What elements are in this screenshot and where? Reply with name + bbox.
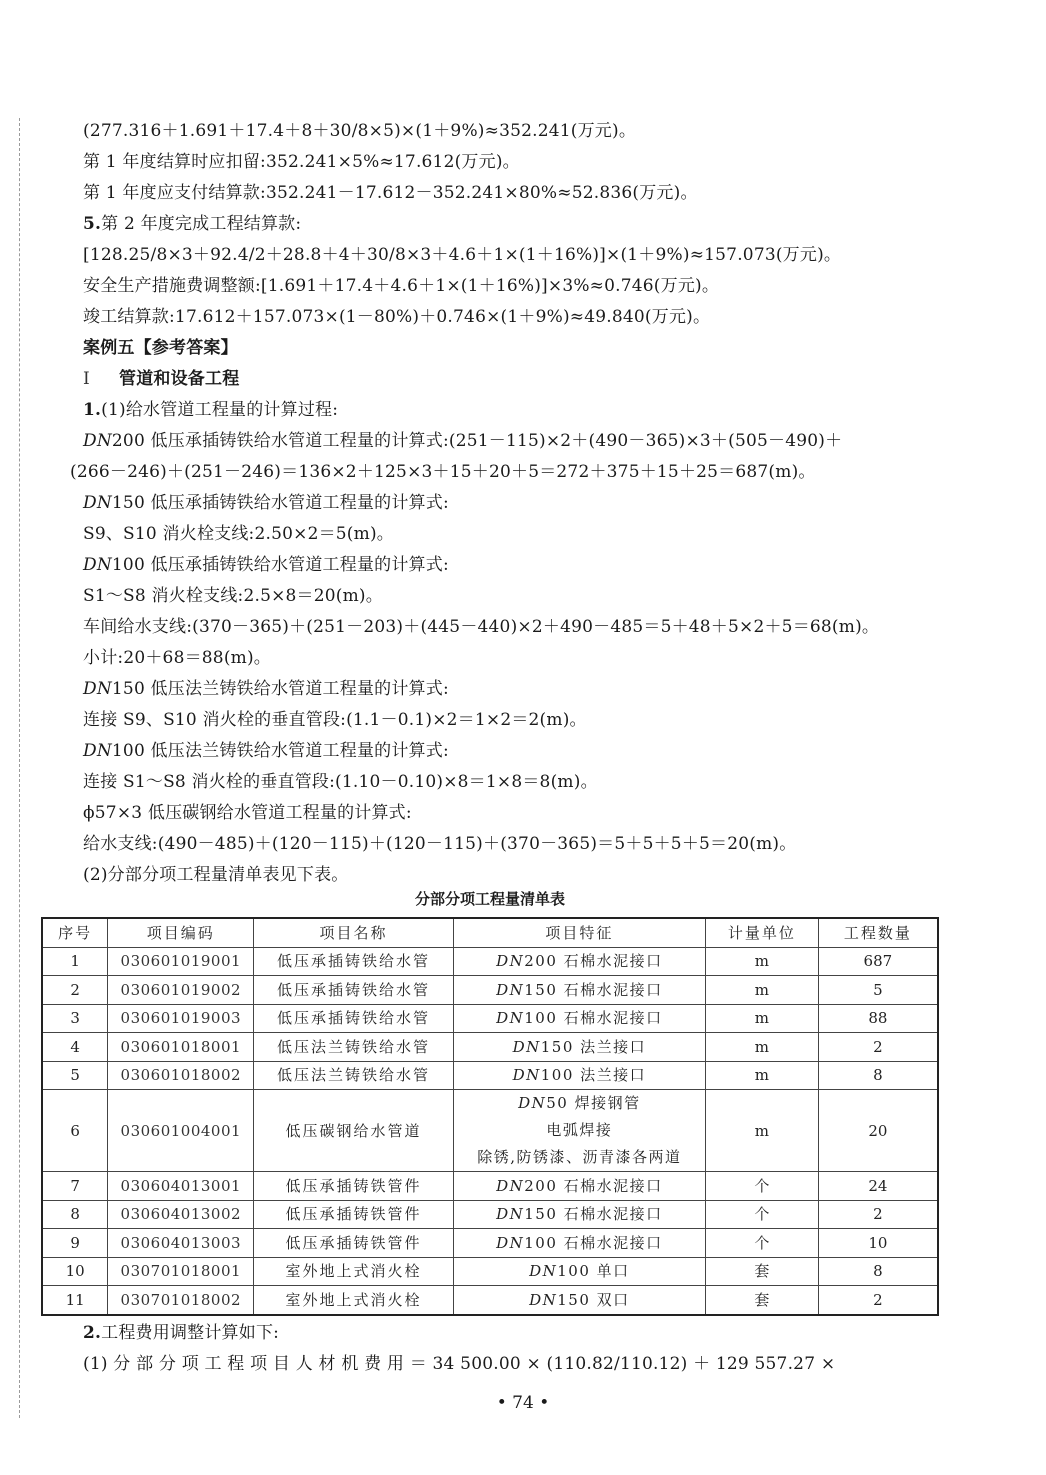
dn-symbol: DN (496, 980, 525, 999)
dn100-cast-calc1: S1～S8 消火栓支线:2.5×8＝20(m)。 (83, 586, 383, 606)
cell-feature (453, 1090, 705, 1172)
cell-no: 11 (42, 1286, 108, 1315)
dn-symbol: DN (529, 1262, 558, 1281)
cell-feature (453, 1286, 705, 1315)
table-row (42, 976, 938, 1005)
cell-feature (453, 947, 705, 976)
cell-name: 室外地上式消火栓 (254, 1257, 453, 1286)
cell-feature (453, 1257, 705, 1286)
feature-text: 100 石棉水泥接口 (524, 1233, 663, 1252)
calc-line-year1-payment: 第 1 年度应支付结算款:352.241－17.612－352.241×80%≈52.836(万元)。 (83, 183, 698, 203)
dn150-cast-title (83, 492, 449, 514)
cell-no: 7 (42, 1172, 108, 1201)
cell-qty: 2 (818, 1200, 938, 1229)
cell-unit: m (706, 947, 819, 976)
cell-no: 5 (42, 1061, 108, 1090)
dn150-cast-title-text: 150 低压承插铸铁给水管道工程量的计算式: (111, 493, 449, 513)
cell-no: 1 (42, 947, 108, 976)
q2-intro-text: 工程费用调整计算如下: (101, 1323, 280, 1343)
table-row (42, 1061, 938, 1090)
feature-text: 100 单口 (557, 1262, 630, 1281)
section-roman-numeral: Ⅰ (83, 369, 90, 389)
cell-name: 低压承插铸铁给水管 (254, 1004, 453, 1033)
dn-symbol: DN (496, 1009, 525, 1028)
dn-symbol: DN (83, 431, 112, 451)
cell-qty: 2 (818, 1286, 938, 1315)
dn150-cast-calc: S9、S10 消火栓支线:2.50×2＝5(m)。 (83, 524, 394, 544)
header-name: 项目名称 (254, 918, 453, 947)
dn150-flange-title-text: 150 低压法兰铸铁给水管道工程量的计算式: (111, 679, 449, 699)
feature-text: 100 法兰接口 (540, 1066, 647, 1085)
item-5-label: 第 2 年度完成工程结算款: (101, 214, 302, 234)
cell-unit: m (706, 1004, 819, 1033)
table-row (42, 1172, 938, 1201)
binding-dashed-line (19, 118, 20, 1418)
cell-name: 低压碳钢给水管道 (254, 1090, 453, 1172)
dn-symbol: DN (83, 679, 112, 699)
feature-text: 150 法兰接口 (540, 1037, 647, 1056)
header-unit: 计量单位 (706, 918, 819, 947)
q2-calc1: (1) 分 部 分 项 工 程 项 目 人 材 机 费 用 ＝ 34 500.00 × (110.82/110.12) ＋ 129 557.27 × (83, 1354, 836, 1374)
cell-name: 低压承插铸铁管件 (254, 1229, 453, 1258)
cell-feature (453, 1033, 705, 1062)
cell-unit: m (706, 1061, 819, 1090)
cell-feature (453, 1004, 705, 1033)
feature-text: 150 石棉水泥接口 (524, 1205, 663, 1224)
table-row (42, 1257, 938, 1286)
dn100-cast-title-text: 100 低压承插铸铁给水管道工程量的计算式: (111, 555, 449, 575)
table-row (42, 947, 938, 976)
cell-qty: 20 (818, 1090, 938, 1172)
cell-code: 030601019003 (108, 1004, 254, 1033)
dn100-cast-calc2: 车间给水支线:(370－365)＋(251－203)＋(445－440)×2＋490－485＝5＋48＋5×2＋5＝68(m)。 (83, 617, 880, 637)
header-no: 序号 (42, 918, 108, 947)
dn-symbol: DN (496, 1205, 525, 1224)
cell-no: 10 (42, 1257, 108, 1286)
dn100-flange-calc: 连接 S1～S8 消火栓的垂直管段:(1.10－0.10)×8＝1×8＝8(m)。 (83, 772, 598, 792)
case-heading: 案例五【参考答案】 (83, 338, 238, 358)
cell-feature (453, 1061, 705, 1090)
cell-code: 030601018002 (108, 1061, 254, 1090)
q2-number: 2. (83, 1323, 102, 1343)
dn-symbol: DN (496, 952, 525, 971)
dn200-calc-line1 (83, 430, 842, 452)
dn-symbol: DN (83, 493, 112, 513)
steel-pipe-title: ϕ57×3 低压碳钢给水管道工程量的计算式: (83, 803, 412, 823)
dn-symbol: DN (529, 1290, 558, 1309)
calc-line-year2: [128.25/8×3＋92.4/2＋28.8＋4＋30/8×3＋4.6＋1×(1＋16%)]×(1＋9%)≈157.073(万元)。 (83, 245, 842, 265)
dn-symbol: DN (496, 1176, 525, 1195)
feature-line-1 (454, 1090, 705, 1117)
cell-unit: 套 (706, 1257, 819, 1286)
dn200-calc-line2: (266－246)＋(251－246)＝136×2＋125×3＋15＋20＋5＝272＋375＋15＋25＝687(m)。 (70, 462, 816, 482)
cell-unit: 套 (706, 1286, 819, 1315)
section-title: 管道和设备工程 (119, 369, 240, 389)
cell-code: 030604013003 (108, 1229, 254, 1258)
cell-code: 030601019002 (108, 976, 254, 1005)
dn-symbol: DN (512, 1066, 541, 1085)
q1-intro (83, 399, 338, 421)
header-feature: 项目特征 (453, 918, 705, 947)
feature-text: 150 双口 (557, 1290, 630, 1309)
section-heading (83, 368, 239, 390)
header-qty: 工程数量 (818, 918, 938, 947)
dn-symbol: DN (83, 741, 112, 761)
cell-no: 9 (42, 1229, 108, 1258)
feature-text: 100 石棉水泥接口 (524, 1009, 663, 1028)
bill-of-quantities-table (41, 917, 939, 1316)
dn100-cast-title (83, 554, 449, 576)
table-header-row (42, 918, 938, 947)
feature-text: 50 焊接钢管 (546, 1094, 641, 1112)
feature-text: 200 石棉水泥接口 (524, 952, 663, 971)
dn-symbol: DN (512, 1037, 541, 1056)
steel-pipe-calc: 给水支线:(490－485)＋(120－115)＋(120－115)＋(370－365)＝5＋5＋5＋5＝20(m)。 (83, 834, 797, 854)
cell-no: 3 (42, 1004, 108, 1033)
calc-line-retention: 第 1 年度结算时应扣留:352.241×5%≈17.612(万元)。 (83, 152, 520, 172)
cell-feature (453, 1200, 705, 1229)
cell-code: 030601018001 (108, 1033, 254, 1062)
cell-code: 030701018001 (108, 1257, 254, 1286)
cell-name: 低压法兰铸铁给水管 (254, 1061, 453, 1090)
dn100-cast-subtotal: 小计:20＋68＝88(m)。 (83, 648, 272, 668)
cell-no: 4 (42, 1033, 108, 1062)
dn200-calc-text: 200 低压承插铸铁给水管道工程量的计算式:(251－115)×2＋(490－365)×3＋(505－490)＋ (111, 431, 843, 451)
dn-symbol: DN (496, 1233, 525, 1252)
cell-feature (453, 1229, 705, 1258)
feature-text: 150 石棉水泥接口 (524, 980, 663, 999)
cell-qty: 88 (818, 1004, 938, 1033)
table-row (42, 1004, 938, 1033)
cell-name: 低压法兰铸铁给水管 (254, 1033, 453, 1062)
cell-qty: 24 (818, 1172, 938, 1201)
feature-text: 200 石棉水泥接口 (524, 1176, 663, 1195)
item-5-heading (83, 213, 301, 235)
header-code: 项目编码 (108, 918, 254, 947)
cell-code: 030604013002 (108, 1200, 254, 1229)
dn-symbol: DN (83, 555, 112, 575)
cell-code: 030701018002 (108, 1286, 254, 1315)
dn150-flange-title (83, 678, 449, 700)
table-row (42, 1090, 938, 1172)
table-row (42, 1286, 938, 1315)
cell-feature (453, 976, 705, 1005)
cell-name: 低压承插铸铁管件 (254, 1200, 453, 1229)
cell-unit: m (706, 1033, 819, 1062)
dn150-flange-calc: 连接 S9、S10 消火栓的垂直管段:(1.1－0.1)×2＝1×2＝2(m)。 (83, 710, 587, 730)
cell-code: 030601019001 (108, 947, 254, 976)
cell-qty: 10 (818, 1229, 938, 1258)
cell-name: 低压承插铸铁给水管 (254, 976, 453, 1005)
table-row (42, 1200, 938, 1229)
cell-unit: 个 (706, 1200, 819, 1229)
cell-qty: 687 (818, 947, 938, 976)
cell-name: 室外地上式消火栓 (254, 1286, 453, 1315)
cell-name: 低压承插铸铁管件 (254, 1172, 453, 1201)
dn100-flange-title (83, 740, 449, 762)
q1-number: 1. (83, 400, 102, 420)
table-title: 分部分项工程量清单表 (414, 890, 565, 908)
page-number: • 74 • (496, 1393, 550, 1413)
cell-unit: 个 (706, 1172, 819, 1201)
q1-part2: (2)分部分项工程量清单表见下表。 (83, 865, 349, 885)
cell-no: 8 (42, 1200, 108, 1229)
cell-qty: 8 (818, 1061, 938, 1090)
dn100-flange-title-text: 100 低压法兰铸铁给水管道工程量的计算式: (111, 741, 449, 761)
feature-line-3: 除锈,防锈漆、沥青漆各两道 (477, 1148, 682, 1166)
q2-intro (83, 1322, 279, 1344)
cell-name: 低压承插铸铁给水管 (254, 947, 453, 976)
calc-line-safety-adjust: 安全生产措施费调整额:[1.691＋17.4＋4.6＋1×(1＋16%)]×3%≈0.746(万元)。 (83, 276, 720, 296)
cell-qty: 5 (818, 976, 938, 1005)
cell-code: 030604013001 (108, 1172, 254, 1201)
cell-qty: 2 (818, 1033, 938, 1062)
q1-intro-text: (1)给水管道工程量的计算过程: (101, 400, 339, 420)
table-row (42, 1229, 938, 1258)
calc-line-total-year1: (277.316＋1.691＋17.4＋8＋30/8×5)×(1＋9%)≈352.241(万元)。 (83, 121, 637, 141)
dn-symbol: DN (518, 1094, 547, 1112)
cell-qty: 8 (818, 1257, 938, 1286)
table-row (42, 1033, 938, 1062)
cell-no: 6 (42, 1090, 108, 1172)
cell-no: 2 (42, 976, 108, 1005)
cell-code: 030601004001 (108, 1090, 254, 1172)
calc-line-final-settlement: 竣工结算款:17.612＋157.073×(1－80%)＋0.746×(1＋9%)≈49.840(万元)。 (83, 307, 711, 327)
cell-unit: 个 (706, 1229, 819, 1258)
feature-line-2: 电弧焊接 (546, 1121, 613, 1139)
cell-unit: m (706, 1090, 819, 1172)
cell-unit: m (706, 976, 819, 1005)
item-number: 5. (83, 214, 102, 234)
cell-feature (453, 1172, 705, 1201)
